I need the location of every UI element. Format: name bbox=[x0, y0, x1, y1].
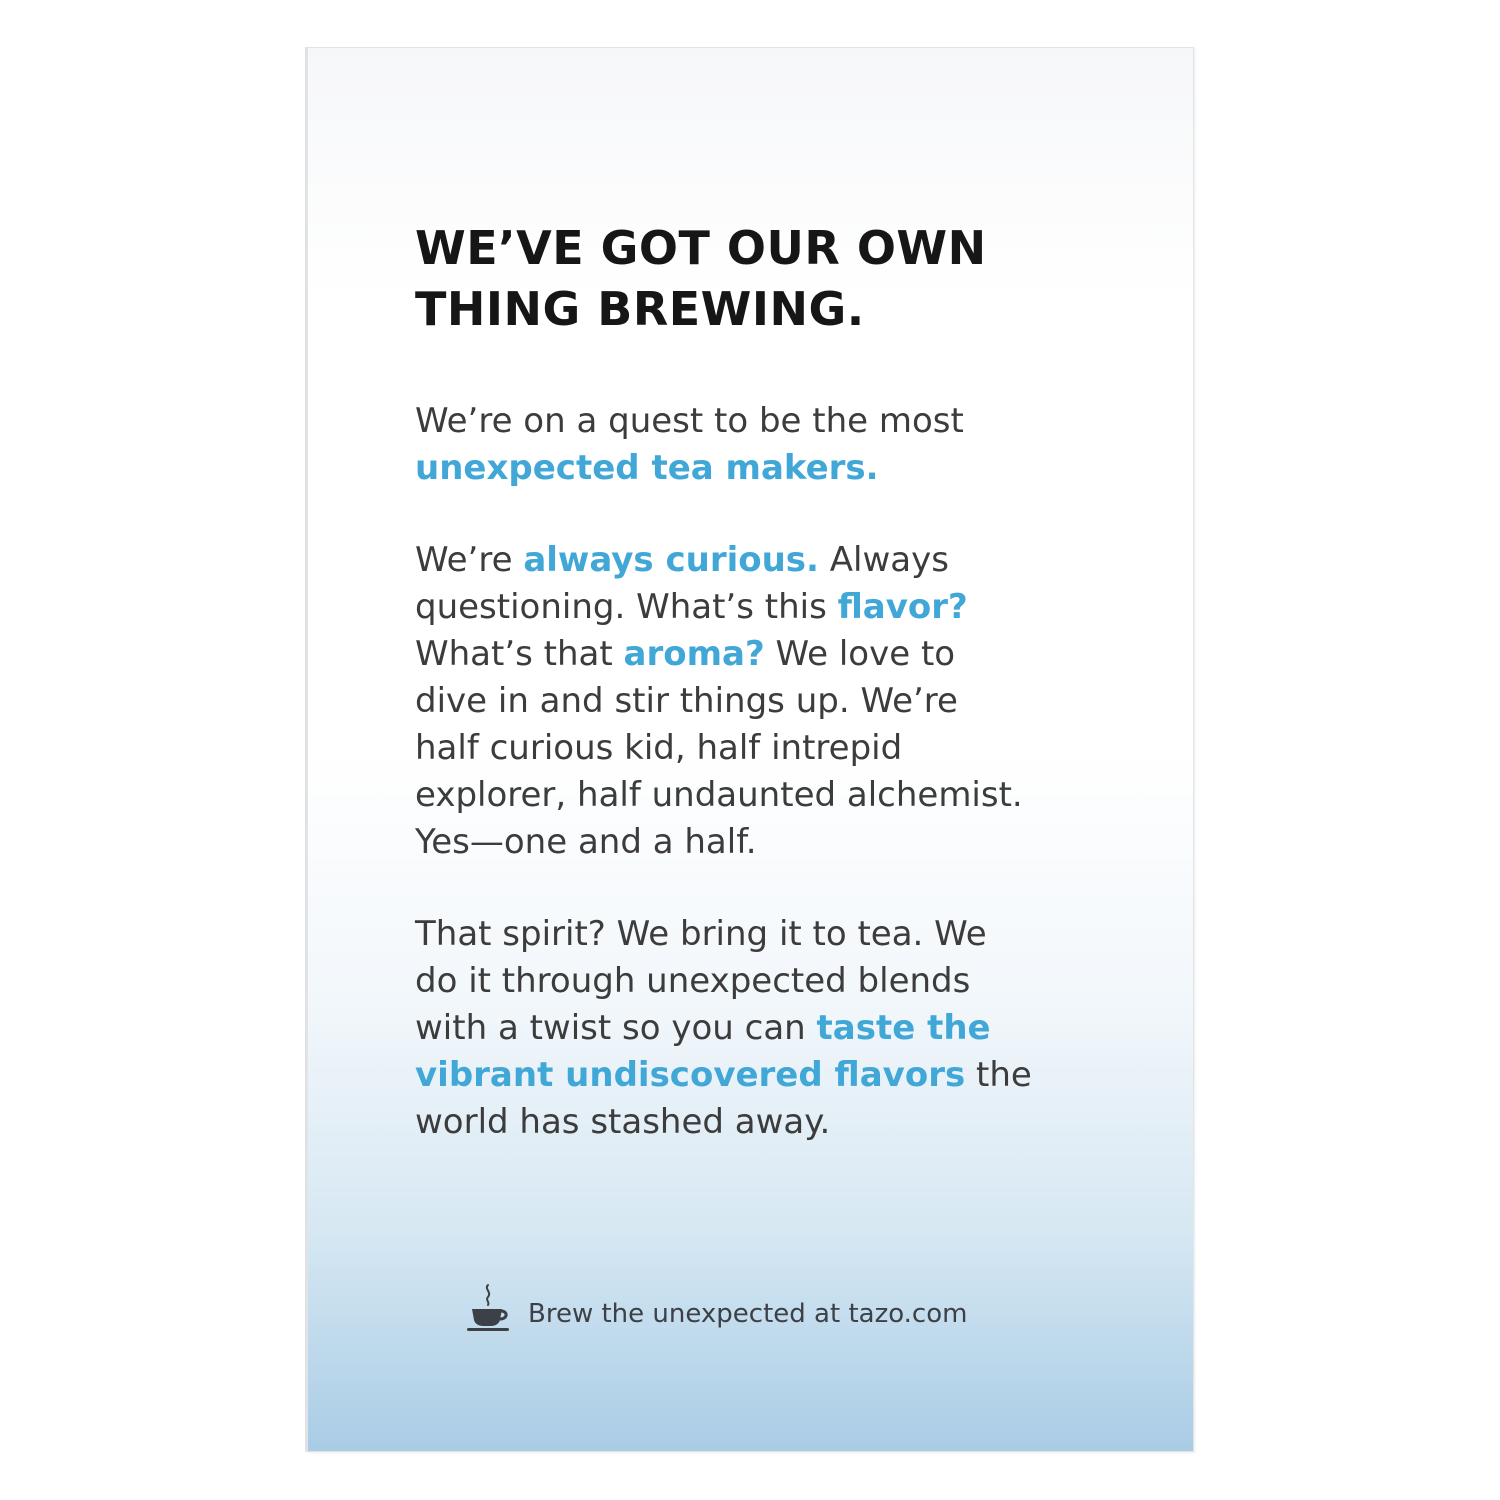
highlight-text: unexpected tea makers. bbox=[415, 448, 879, 488]
headline-line-2: THING BREWING. bbox=[415, 282, 865, 336]
paragraph-line: do it through unexpected blends bbox=[415, 961, 971, 1001]
paragraph-line: We’re always curious. Always bbox=[415, 540, 949, 580]
highlight-text: vibrant undiscovered flavors bbox=[415, 1055, 966, 1095]
paragraph-line: We’re on a quest to be the most bbox=[415, 401, 964, 441]
coffee-cup-icon bbox=[466, 1282, 512, 1332]
paragraph-line: What’s that aroma? We love to bbox=[415, 634, 956, 674]
highlight-text: flavor? bbox=[837, 587, 968, 627]
headline-line-1: WE’VE GOT OUR OWN bbox=[415, 221, 987, 275]
paragraph-line: with a twist so you can taste the bbox=[415, 1008, 991, 1048]
footer-brew-link bbox=[466, 1282, 967, 1332]
paragraph-line: Yes—one and a half. bbox=[415, 822, 757, 862]
highlight-text: aroma? bbox=[623, 634, 765, 674]
paragraph-line: half curious kid, half intrepid bbox=[415, 728, 903, 768]
paragraph-spirit bbox=[415, 911, 1115, 1146]
paragraph-line: explorer, half undaunted alchemist. bbox=[415, 775, 1023, 815]
headline bbox=[415, 218, 1115, 340]
paragraph-line: vibrant undiscovered flavors the bbox=[415, 1055, 1032, 1095]
footer-text: Brew the unexpected at tazo.com bbox=[528, 1299, 968, 1329]
paragraph-line: world has stashed away. bbox=[415, 1102, 831, 1142]
highlight-text: always curious. bbox=[523, 540, 819, 580]
paragraph-curious bbox=[415, 537, 1115, 866]
highlight-text: taste the bbox=[816, 1008, 991, 1048]
panel-content bbox=[415, 218, 1115, 1146]
paragraph-quest bbox=[415, 398, 1115, 492]
paragraph-line: dive in and stir things up. We’re bbox=[415, 681, 958, 721]
paragraph-line: That spirit? We bring it to tea. We bbox=[415, 914, 987, 954]
paragraph-line: questioning. What’s this flavor? bbox=[415, 587, 968, 627]
